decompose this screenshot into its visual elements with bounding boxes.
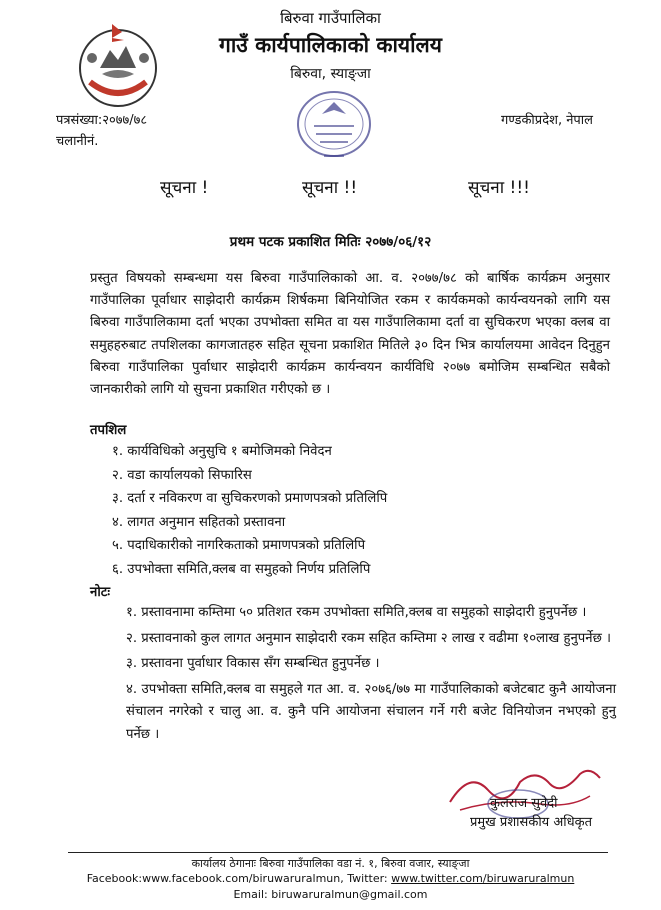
schedule-title: तपशिल <box>90 423 127 438</box>
note-item: २. प्रस्तावनाको कुल लागत अनुमान साझेदारी रकम सहित कम्तिमा २ लाख र वढीमा १०लाख हुनुपर्नेछ । <box>126 630 612 646</box>
list-item: २. वडा कार्यालयको सिफारिस <box>112 467 252 483</box>
email-label: Email: <box>233 888 272 901</box>
facebook-label: Facebook: <box>86 872 143 885</box>
dispatch-number: चलानीनं. <box>56 134 99 149</box>
list-item: ६. उपभोक्ता समिति,क्लब वा समुहको निर्णय प्रतिलिपि <box>112 561 371 577</box>
signatory-name: कुलराज सुवेदी <box>490 796 558 811</box>
list-item: ३. दर्ता र नविकरण वा सुचिकरणको प्रमाणपत्रको प्रतिलिपि <box>112 491 388 506</box>
signatory-title: प्रमुख प्रशासकीय अधिकृत <box>470 815 593 830</box>
footer-divider <box>68 852 608 853</box>
footer-email <box>0 888 661 901</box>
notice-heading-3: सूचना !!! <box>468 178 530 198</box>
schedule-list <box>112 440 592 581</box>
publish-date: प्रथम पटक प्रकाशित मितिः २०७७/०६/१२ <box>229 234 432 250</box>
list-item: १. कार्यविधिको अनुसुचि १ बमोजिमको निवेदन <box>112 444 332 459</box>
province-label: गण्डकीप्रदेश, नेपाल <box>501 113 593 128</box>
office-location: बिरुवा, स्याङ्जा <box>290 66 371 82</box>
office-seal-icon <box>284 84 384 170</box>
notice-body: प्रस्तुत विषयको सम्बन्धमा यस बिरुवा गाउँपालिकाको आ. व. २०७७/७८ को बार्षिक कार्यक्रम अनुसार गाउँपालिका पूर्वाधार साझेदारी कार्यक्रम शिर्षकमा बिनियोजित रकम र कार्यकमको कार्यन्वयनको लागि यस बिरुवा गाउँपालिकामा दर्ता भएका उपभोक्ता समित वा यस गाउँपालिकामा दर्ता वा सुचिकरण भएका क्लब वा समुहहरुबाट तपशिलका कागजातहरु सहित सूचना प्रकाशित मितिले ३० दिन भित्र कार्यालयमा आवेदन दिनुहुन बिरुवा गाउँपालिका पुर्वाधार साझेदारी कार्यक्रम कार्यन्वयन कार्यविधि २०७७ बमोजिम सम्बन्धित सबैको जानकारीको लागि यो सुचना प्रकाशित गरीएको छ । <box>90 271 610 398</box>
twitter-label: , Twitter: <box>340 872 392 885</box>
footer-address: कार्यालय ठेगानाः बिरुवा गाउँपालिका वडा नं. १, बिरुवा वजार, स्याङ्जा <box>191 857 470 870</box>
facebook-link[interactable]: www.facebook.com/biruwaruralmun <box>142 872 341 885</box>
note-item: १. प्रस्तावनामा कम्तिमा ५० प्रतिशत रकम उपभोक्ता समिति,क्लब वा समुहको साझेदारी हुनुपर्नेछ । <box>126 605 587 620</box>
notes-list <box>126 602 616 749</box>
list-item: ४. लागत अनुमान सहितको प्रस्तावना <box>112 514 286 530</box>
notes-title: नोटः <box>90 585 111 600</box>
list-item: ५. पदाधिकारीको नागरिकताको प्रमाणपत्रको प्रतिलिपि <box>112 538 366 553</box>
note-item: ४. उपभोक्ता समिति,क्लब वा समुहले गत आ. व. २०७६/७७ मा गाउँपालिकाको बजेटबाट कुनै आयोजना संचालन नगरेको र चालु आ. व. कुनै पनि आयोजना संचालन गर्ने गरी बजेट विनियोजन नभएको हुनु पर्नेछ । <box>126 681 616 742</box>
reference-number: पत्रसंख्या:२०७७/७८ <box>56 113 148 128</box>
twitter-link[interactable]: www.twitter.com/biruwaruralmun <box>391 872 575 885</box>
office-title: गाउँ कार्यपालिकाको कार्यालय <box>219 33 442 57</box>
signature-icon <box>440 760 610 820</box>
note-item: ३. प्रस्तावना पुर्वाधार विकास सँग सम्बन्धित हुनुपर्नेछ । <box>126 656 380 671</box>
footer-social <box>0 872 661 885</box>
notice-heading-2: सूचना !! <box>302 178 358 198</box>
notice-heading-1: सूचना ! <box>160 178 209 198</box>
email-link[interactable]: biruwaruralmun@gmail.com <box>271 888 428 901</box>
municipality-name: बिरुवा गाउँपालिका <box>280 9 381 27</box>
